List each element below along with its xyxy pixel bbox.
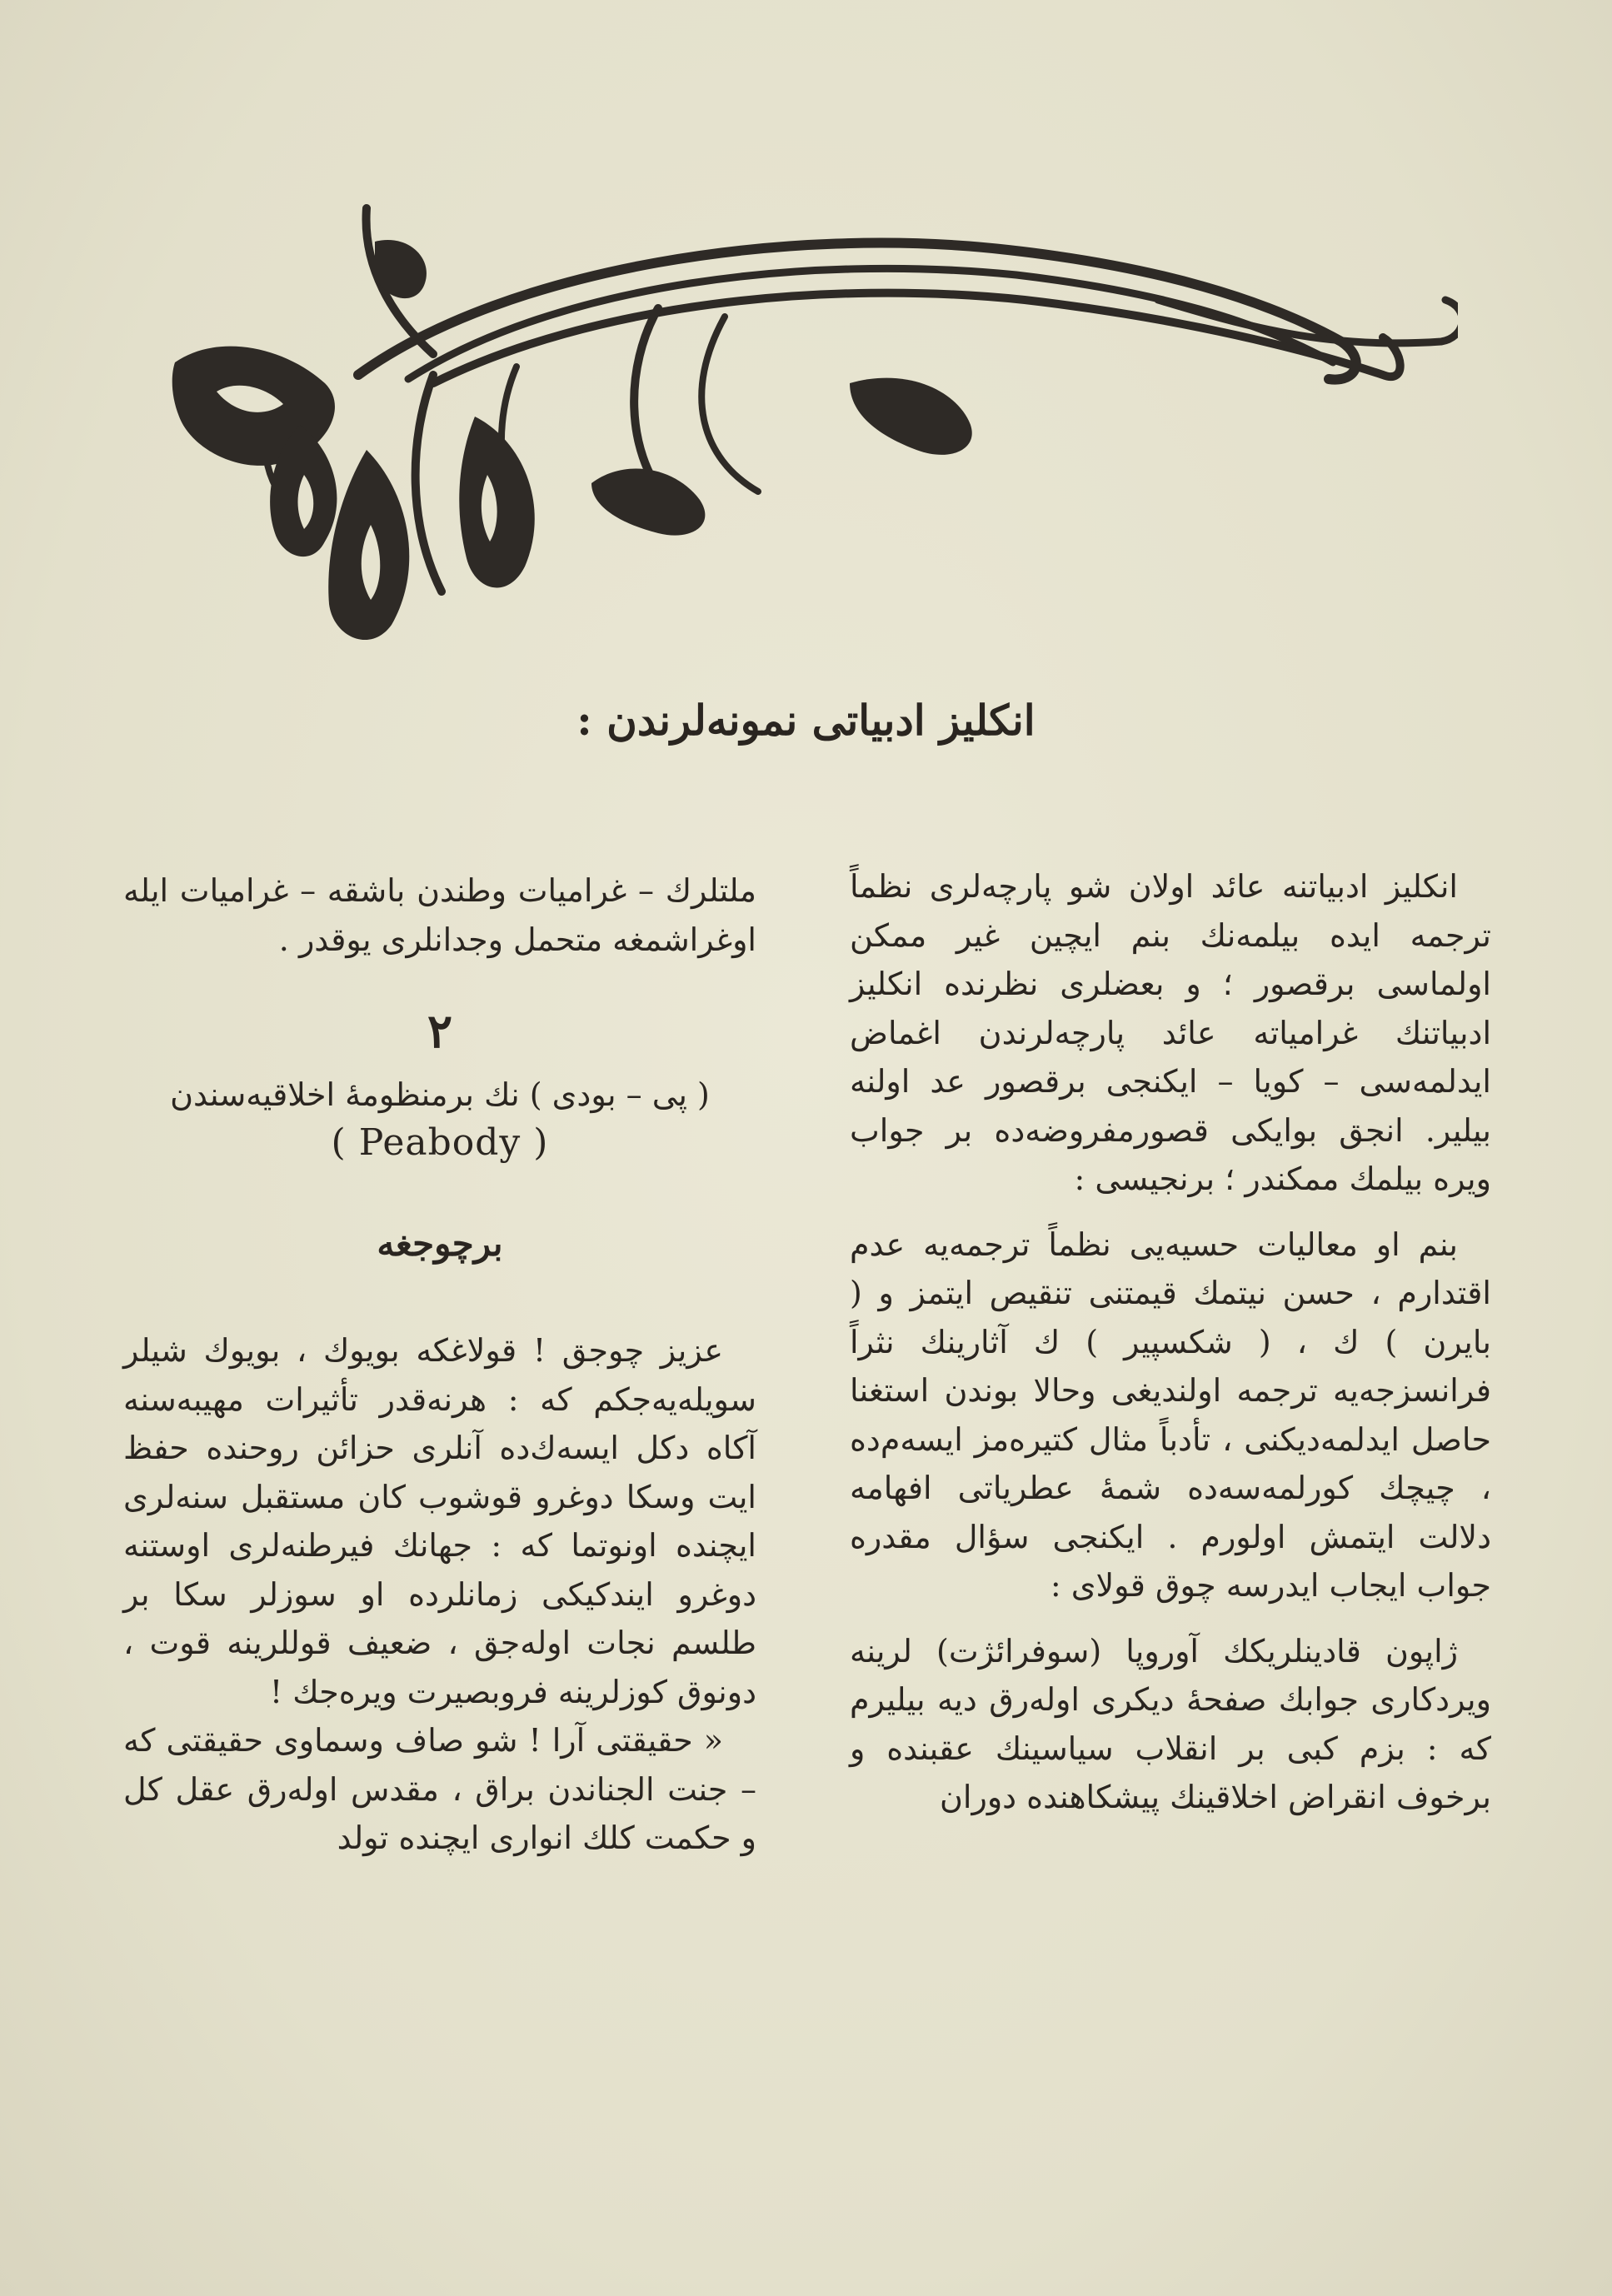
floral-ornament-icon [158,175,1458,641]
page-title: انكليز ادبياتى نمونه‌لرندن : [576,696,1036,745]
paragraph: انكليز ادبياتنه عائد اولان شو پارچه‌لرى نظماً ترجمه ايده بيلمه‌نك بنم ايچين غير ممكن اولماسى برقصور ؛ و بعضلرى نظرنده انكليز ادبياتنك غرامياته عائد پارچه‌لرندن اغماض ايدلمه‌سى – كويا – ايكنجى برقصور عد اولنه بيلير. انجق بوايكى قصورمفروضه‌ده بر جواب ويره بيلمك ممكندر ؛ برنجيسى : [850,868,1491,1197]
paragraph: ژاپون قادينلريكك آوروپا (سوفرائژت) لرينه ويردكارى جوابك صفحهٔ ديكرى اوله‌رق ديه بيليرم كه : بزم كبى بر انقلاب سياسينك عقبنده و برخوف انقراض اخلاقينك پيشكاهنده دوران [850,1632,1491,1815]
author-latin-name: ( Peabody ) [331,1121,549,1164]
right-column [850,862,1491,1822]
paragraph: عزيز چوجق ! قولاغكه بويوك ، بويوك شيلر سويله‌يه‌جكم كه : هرنه‌قدر تأثيرات مهيبه‌سنه آكاه دكل ايسه‌ك‌ده آنلرى حزائن روحنده حفظ ايت وسكا دوغرو قوشوب كان مستقبل سنه‌لرى ايچنده اونوتما كه : جهانك فيرطنه‌لرى اوستنه دوغرو ايندكيكى زمانلرده او سوزلر سكا بر طلسم نجات اوله‌جق ، ضعيف قوللرينه قوت ، دونوق كوزلرينه فروبصيرت ويره‌جك ! [123,1332,756,1710]
intro-paragraph: ملتلرك – غراميات وطندن باشقه – غراميات ايله اوغراشمغه متحمل وجدانلرى يوقدر . [123,872,756,958]
section-subtitle: ( پى – بودى ) نك برمنظومهٔ اخلاقيه‌سندن [170,1076,710,1113]
paragraph: « حقيقتى آرا ! شو صاف وسماوى حقيقتى كه – جنت الجناندن براق ، مقدس اوله‌رق عقل كل و حكمت كلك انوارى ايچنده تولد [123,1722,756,1856]
paragraph: بنم او معاليات حسيه‌يى نظماً ترجمه‌يه عدم اقتدارم ، حسن نيتمك قيمتنى تنقيص ايتمز و ( بايرن ) ك ، ( شكسپير ) ك آثارينك نثراً فرانسزجه‌يه ترجمه اولنديغى وحالا بوندن استغنا حاصل ايدلمه‌ديكنى ، تأدباً مثال كتيره‌مز ايسه‌م‌ده ، چيچك كورلمه‌سه‌ده شمهٔ عطرياتى افهامه دلالت ايتمش اولورم . ايكنجى سؤال مقدره جواب ايجاب ايدرسه چوق قولاى : [850,1225,1491,1604]
poem-title: برچوجغه [377,1222,503,1264]
section-number: ٢ [427,1004,453,1059]
left-column [123,866,756,1863]
